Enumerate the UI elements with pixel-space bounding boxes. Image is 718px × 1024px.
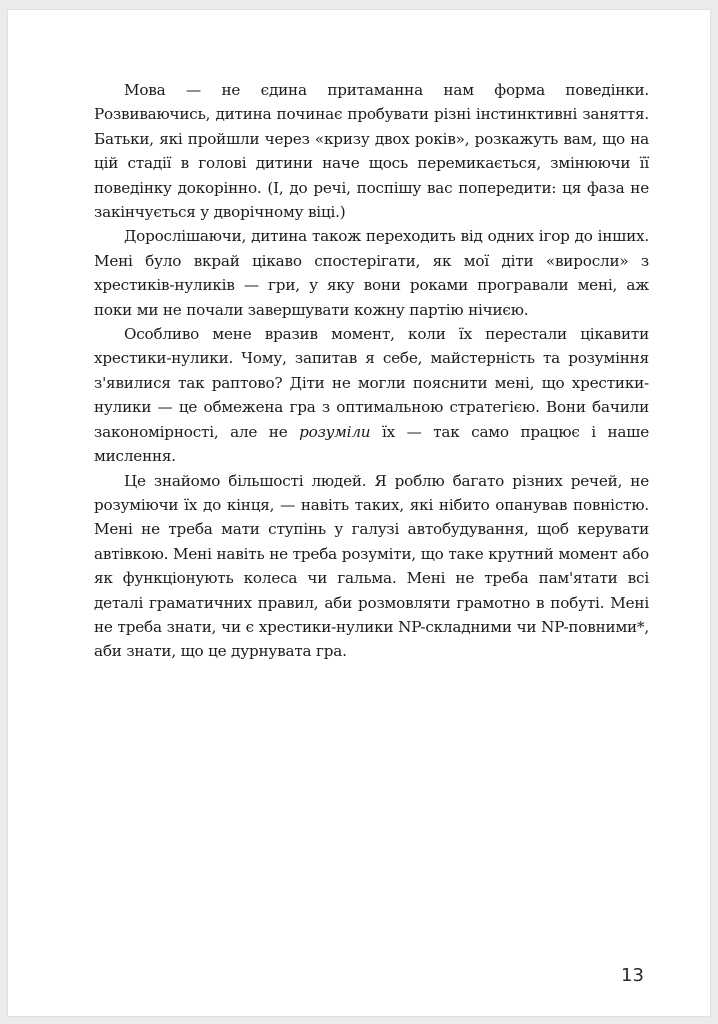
paragraph-text: їх — так само працює і наше мислення. bbox=[94, 422, 649, 466]
paragraph-text: Мова — не єдина притаманна нам форма поведінки. Розвиваючись, дитина починає пробувати різні інстинктивні заняття. Батьки, які пройшли через «кризу двох років», розкажуть вам, що на цій стадії в голові дитини наче щось перемикається, змінюючи її поведінку докорінно. (І, до речі, поспішу вас попередити: ця фаза не закінчується у дворічному віці.) bbox=[94, 81, 649, 222]
paragraph-4 bbox=[94, 469, 649, 664]
book-page bbox=[8, 10, 710, 1016]
paragraph-text: Дорослішаючи, дитина також переходить від одних ігор до інших. Мені було вкрай цікаво спостерігати, як мої діти «виросли» з хрестиків-нуликів — гри, у яку вони роками програвали мені, аж поки ми не почали завершувати кожну партію нічиєю. bbox=[94, 227, 649, 319]
body-text bbox=[94, 78, 649, 664]
italic-word: розуміли bbox=[299, 422, 371, 441]
paragraph-text: Особливо мене вразив момент, коли їх перестали цікавити хрестики-нулики. Чому, запитав я себе, майстерність та розуміння з'явилися так раптово? Діти не могли пояснити мені, що хрестики-нулики — це обмежена гра з оптимальною стратегією. Вони бачили закономірності, але не bbox=[94, 325, 649, 441]
paragraph-1 bbox=[94, 78, 649, 224]
paragraph-text: Це знайомо більшості людей. Я роблю багато різних речей, не розуміючи їх до кінця, — навіть таких, які нібито опанував повністю. Мені не треба мати ступінь у галузі автобудування, щоб керувати автівкою. Мені навіть не треба розуміти, що таке крутний момент або як функціонують колеса чи гальма. Мені не треба пам'ятати всі деталі граматичних правил, аби розмовляти грамотно в побуті. Мені не треба знати, чи є хрестики-нулики NP-складними чи NP-повними*, аби знати, що це дурнувата гра. bbox=[94, 471, 649, 661]
paragraph-3 bbox=[94, 322, 649, 468]
page-number: 13 bbox=[621, 965, 644, 986]
paragraph-2 bbox=[94, 224, 649, 322]
